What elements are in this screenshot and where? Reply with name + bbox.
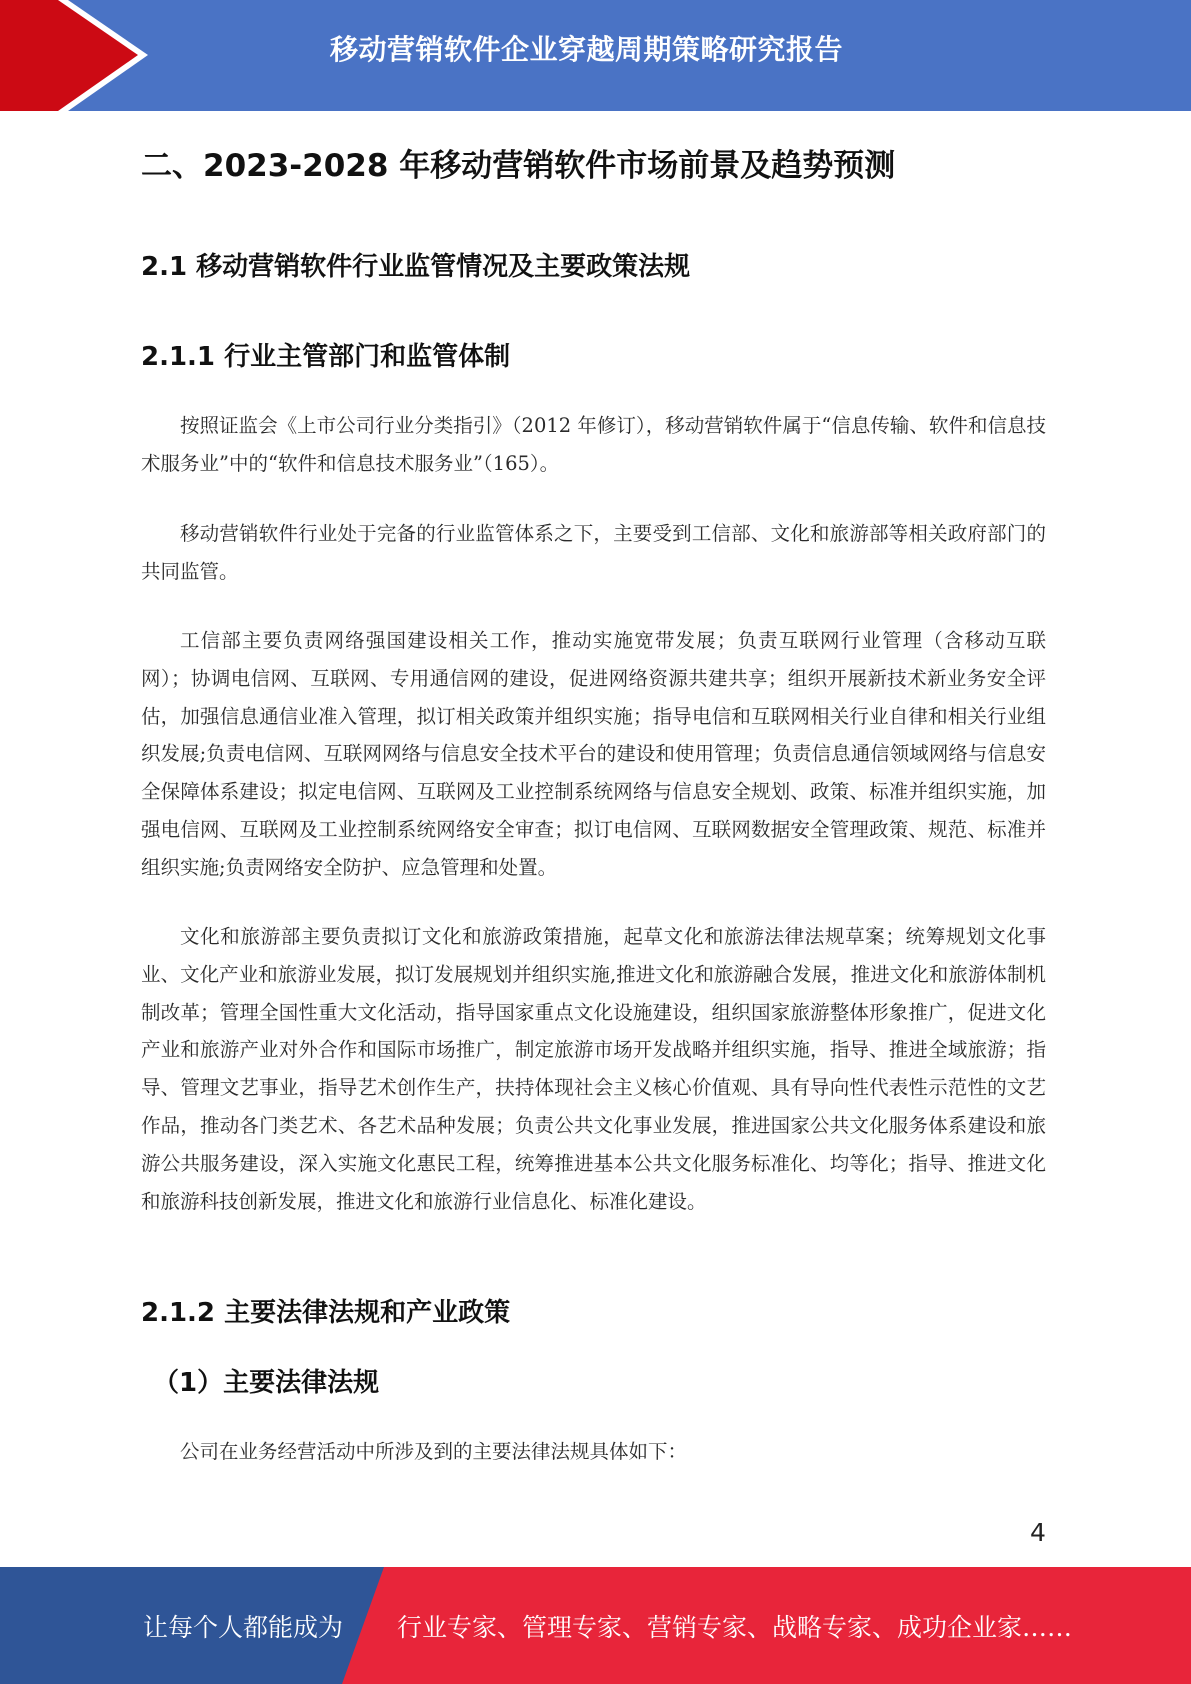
footer-slogan-lead: 让每个人都能成为 xyxy=(143,1613,344,1642)
item-heading: （1）主要法律法规 xyxy=(153,1368,380,1398)
footer-banner xyxy=(0,1567,1191,1684)
section-heading: 二、2023-2028 年移动营销软件市场前景及趋势预测 xyxy=(141,148,896,184)
header-chevron-decoration xyxy=(0,0,160,111)
subsubsection-heading-laws: 2.1.2 主要法律法规和产业政策 xyxy=(141,1298,511,1328)
paragraph: 移动营销软件行业处于完备的行业监管体系之下，主要受到工信部、文化和旅游部等相关政府部门的共同监管。 xyxy=(141,522,1046,583)
subsubsection-heading-regulation: 2.1.1 行业主管部门和监管体制 xyxy=(141,342,511,372)
paragraph: 公司在业务经营活动中所涉及到的主要法律法规具体如下： xyxy=(180,1440,688,1463)
page-number: 4 xyxy=(1030,1518,1046,1547)
header-banner xyxy=(0,0,1191,111)
paragraph: 按照证监会《上市公司行业分类指引》（2012 年修订），移动营销软件属于“信息传输、软件和信息技术服务业”中的“软件和信息技术服务业”（165）。 xyxy=(141,414,1046,475)
paragraph: 工信部主要负责网络强国建设相关工作，推动实施宽带发展；负责互联网行业管理（含移动互联网）；协调电信网、互联网、专用通信网的建设，促进网络资源共建共享；组织开展新技术新业务安全评估，加强信息通信业准入管理，拟订相关政策并组织实施；指导电信和互联网相关行业自律和相关行业组织发展;负责电信网、互联网网络与信息安全技术平台的建设和使用管理；负责信息通信领域网络与信息安全保障体系建设；拟定电信网、互联网及工业控制系统网络与信息安全规划、政策、标准并组织实施，加强电信网、互联网及工业控制系统网络安全审查；拟订电信网、互联网数据安全管理政策、规范、标准并组织实施;负责网络安全防护、应急管理和处置。 xyxy=(141,629,1046,879)
subsection-heading: 2.1 移动营销软件行业监管情况及主要政策法规 xyxy=(141,252,691,282)
paragraph: 文化和旅游部主要负责拟订文化和旅游政策措施，起草文化和旅游法律法规草案；统筹规划文化事业、文化产业和旅游业发展，拟订发展规划并组织实施,推进文化和旅游融合发展，推进文化和旅游体制机制改革；管理全国性重大文化活动，指导国家重点文化设施建设，组织国家旅游整体形象推广，促进文化产业和旅游产业对外合作和国际市场推广，制定旅游市场开发战略并组织实施，指导、推进全域旅游；指导、管理文艺事业，指导艺术创作生产，扶持体现社会主义核心价值观、具有导向性代表性示范性的文艺作品，推动各门类艺术、各艺术品种发展；负责公共文化事业发展，推进国家公共文化服务体系建设和旅游公共服务建设，深入实施文化惠民工程，统筹推进基本公共文化服务标准化、均等化；指导、推进文化和旅游科技创新发展，推进文化和旅游行业信息化、标准化建设。 xyxy=(141,925,1046,1213)
footer-slogan: 行业专家、管理专家、营销专家、战略专家、成功企业家…… xyxy=(397,1613,1073,1642)
report-title: 移动营销软件企业穿越周期策略研究报告 xyxy=(330,33,844,66)
